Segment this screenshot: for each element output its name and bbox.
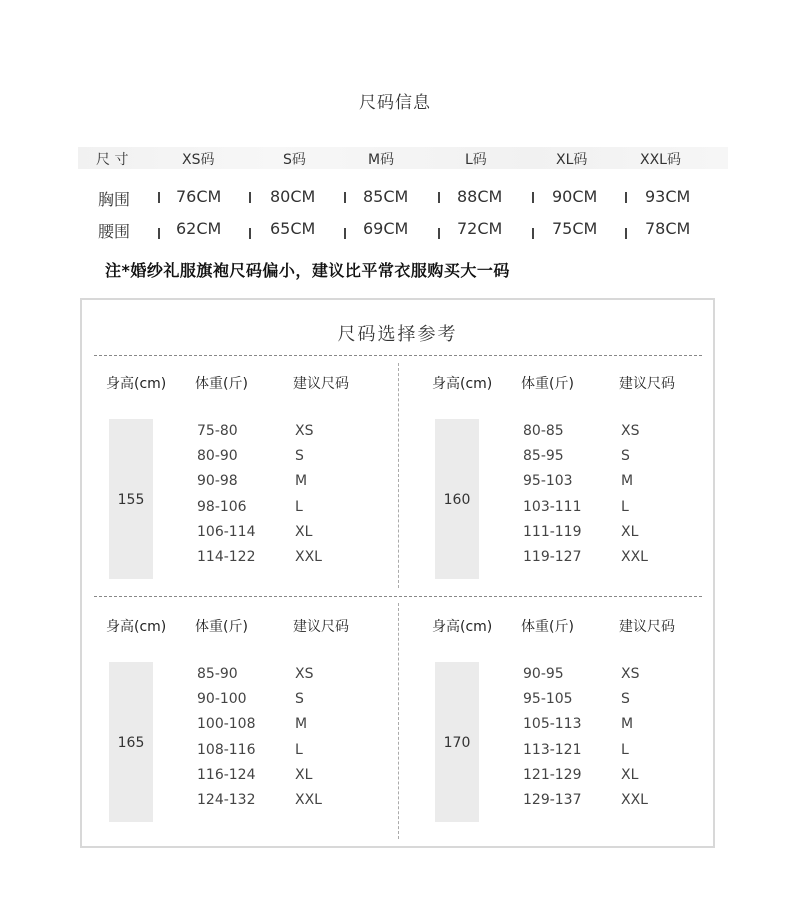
suggested-size: XS	[621, 423, 640, 439]
suggested-size: S	[621, 691, 630, 708]
weight-range: 85-90	[197, 666, 238, 682]
height-bar	[435, 419, 479, 579]
weight-range: 129-137	[523, 791, 582, 808]
size-header-l: L码	[465, 152, 487, 168]
waist-m-value: 69CM	[363, 219, 409, 238]
size-header-xs: XS码	[182, 152, 215, 168]
size-header-xl: XL码	[556, 152, 588, 168]
suggested-size: XS	[295, 666, 314, 682]
col-header-height: 身高(cm)	[106, 619, 167, 635]
weight-range: 121-129	[523, 766, 582, 783]
weight-range: 108-116	[197, 741, 256, 758]
chest-xs-value: 76CM	[176, 187, 222, 206]
size-header-row	[78, 147, 728, 169]
suggested-size: XXL	[295, 791, 322, 808]
row-divider	[625, 192, 627, 203]
suggested-size: L	[621, 741, 629, 758]
suggested-size: L	[295, 741, 303, 758]
suggested-size: L	[621, 498, 629, 515]
weight-range: 90-98	[197, 473, 238, 490]
weight-range: 106-114	[197, 523, 256, 540]
height-value: 155	[117, 492, 145, 508]
suggested-size: S	[621, 448, 630, 465]
weight-range: 113-121	[523, 741, 582, 758]
suggested-size: M	[295, 473, 308, 490]
weight-column	[523, 419, 582, 570]
size-header-s: S码	[283, 152, 306, 168]
suggested-size: M	[621, 473, 634, 490]
col-header-height: 身高(cm)	[432, 376, 493, 392]
weight-column	[197, 662, 256, 813]
suggested-size: M	[295, 716, 308, 733]
waist-xl-value: 75CM	[552, 219, 598, 238]
weight-range: 95-103	[523, 473, 573, 490]
col-header-size: 建议尺码	[619, 619, 675, 635]
row-divider	[344, 192, 346, 203]
suggested-size: XXL	[621, 791, 648, 808]
weight-range: 98-106	[197, 498, 247, 515]
height-value: 165	[117, 735, 145, 751]
height-bar	[109, 662, 153, 822]
size-column	[295, 662, 322, 813]
weight-range: 100-108	[197, 716, 256, 733]
weight-range: 95-105	[523, 691, 573, 708]
waist-s-value: 65CM	[270, 219, 316, 238]
chest-l-value: 88CM	[457, 187, 503, 206]
weight-range: 80-85	[523, 423, 564, 439]
weight-range: 85-95	[523, 448, 564, 465]
row-label-chest: 胸围	[98, 190, 131, 209]
size-header-m: M码	[368, 152, 395, 168]
col-header-weight: 体重(斤)	[195, 619, 248, 635]
weight-range: 116-124	[197, 766, 256, 783]
suggested-size: XL	[295, 523, 313, 540]
row-label-waist: 腰围	[98, 222, 131, 241]
suggested-size: S	[295, 448, 304, 465]
weight-range: 111-119	[523, 523, 582, 540]
row-divider	[532, 228, 534, 239]
suggested-size: S	[295, 691, 304, 708]
col-header-weight: 体重(斤)	[521, 376, 574, 392]
row-divider	[438, 228, 440, 239]
suggested-size: XL	[621, 766, 639, 783]
col-header-size: 建议尺码	[293, 376, 349, 392]
size-column	[621, 419, 648, 570]
chest-m-value: 85CM	[363, 187, 409, 206]
row-divider	[158, 192, 160, 203]
weight-column	[523, 662, 582, 813]
weight-column	[197, 419, 256, 570]
weight-range: 114-122	[197, 548, 256, 565]
reference-block-160	[432, 373, 732, 603]
weight-range: 80-90	[197, 448, 238, 465]
weight-range: 119-127	[523, 548, 582, 565]
height-bar	[435, 662, 479, 822]
reference-block-165	[106, 616, 406, 846]
col-header-weight: 体重(斤)	[521, 619, 574, 635]
waist-xs-value: 62CM	[176, 219, 222, 238]
row-divider	[249, 228, 251, 239]
col-header-height: 身高(cm)	[432, 619, 493, 635]
dashed-divider	[94, 355, 702, 356]
col-header-weight: 体重(斤)	[195, 376, 248, 392]
suggested-size: M	[621, 716, 634, 733]
suggested-size: XL	[621, 523, 639, 540]
waist-l-value: 72CM	[457, 219, 503, 238]
row-divider	[158, 228, 160, 239]
weight-range: 103-111	[523, 498, 582, 515]
suggested-size: XL	[295, 766, 313, 783]
row-divider	[438, 192, 440, 203]
suggested-size: XXL	[295, 548, 322, 565]
suggested-size: XS	[295, 423, 314, 439]
weight-range: 124-132	[197, 791, 256, 808]
col-header-height: 身高(cm)	[106, 376, 167, 392]
size-header-band	[78, 147, 728, 169]
col-header-size: 建议尺码	[293, 619, 349, 635]
suggested-size: XS	[621, 666, 640, 682]
waist-xxl-value: 78CM	[645, 219, 691, 238]
suggested-size: L	[295, 498, 303, 515]
weight-range: 105-113	[523, 716, 582, 733]
size-header-xxl: XXL码	[640, 152, 681, 168]
suggested-size: XXL	[621, 548, 648, 565]
row-divider	[249, 192, 251, 203]
size-note: 注*婚纱礼服旗袍尺码偏小，建议比平常衣服购买大一码	[105, 261, 510, 280]
chest-xl-value: 90CM	[552, 187, 598, 206]
size-column	[295, 419, 322, 570]
height-bar	[109, 419, 153, 579]
size-reference-panel	[80, 298, 715, 848]
weight-range: 90-95	[523, 666, 564, 682]
reference-block-155	[106, 373, 406, 603]
chest-s-value: 80CM	[270, 187, 316, 206]
row-divider	[344, 228, 346, 239]
reference-title: 尺码选择参考	[337, 324, 458, 345]
weight-range: 90-100	[197, 691, 247, 708]
height-value: 170	[443, 735, 471, 751]
reference-block-170	[432, 616, 732, 846]
chest-xxl-value: 93CM	[645, 187, 691, 206]
size-column	[621, 662, 648, 813]
height-value: 160	[443, 492, 471, 508]
page-title: 尺码信息	[359, 93, 431, 113]
weight-range: 75-80	[197, 423, 238, 439]
col-header-size: 建议尺码	[619, 376, 675, 392]
size-header-label: 尺 寸	[96, 152, 129, 168]
row-divider	[625, 228, 627, 239]
row-divider	[532, 192, 534, 203]
